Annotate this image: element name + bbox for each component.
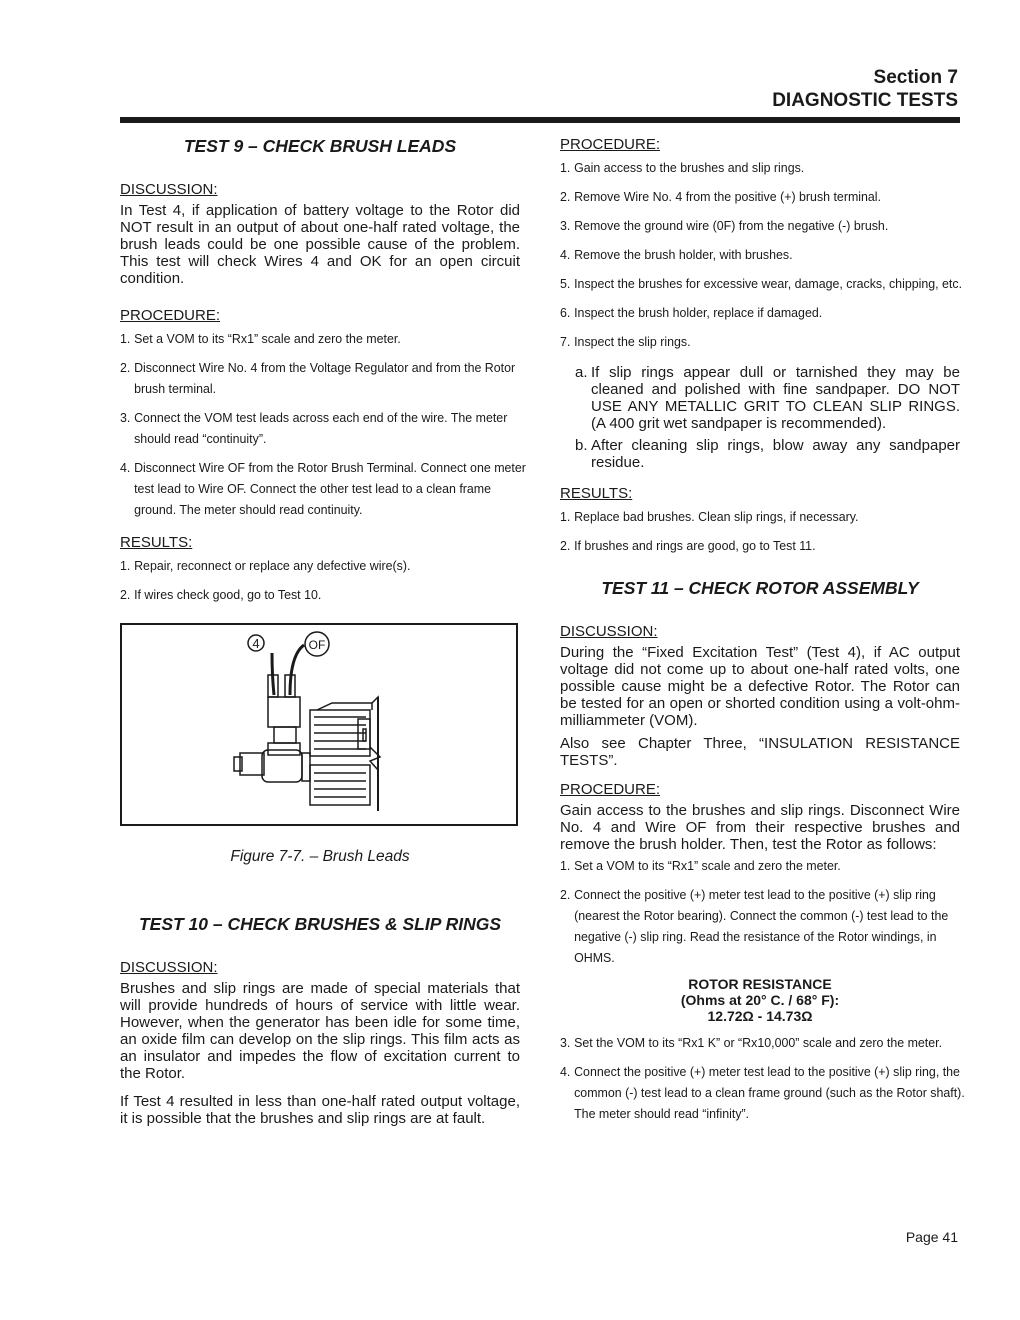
test11-procedure-label: PROCEDURE: bbox=[560, 781, 661, 798]
test11-title: TEST 11 – CHECK ROTOR ASSEMBLY bbox=[601, 578, 919, 598]
list-item: 3. Set the VOM to its “Rx1 K” or “Rx10,000” scale and zero the meter. bbox=[560, 1035, 943, 1050]
test9-title: TEST 9 – CHECK BRUSH LEADS bbox=[183, 136, 457, 156]
list-item: 5. Inspect the brushes for excessive wear, damage, cracks, chipping, etc. bbox=[560, 276, 963, 291]
list-item: 4. Disconnect Wire OF from the Rotor Brush Terminal. Connect one meter test lead to Wire OF. Connect the other test lead to a clean frame ground. The meter should read continuity. bbox=[120, 460, 526, 517]
rotor-resistance-title: ROTOR RESISTANCE bbox=[688, 976, 832, 992]
test10-procedure-label: PROCEDURE: bbox=[560, 136, 661, 153]
test10-results-label: RESULTS: bbox=[560, 485, 633, 502]
test11-procedure-list-b bbox=[560, 1032, 965, 1124]
list-item: 2. Disconnect Wire No. 4 from the Voltage Regulator and from the Rotor brush terminal. bbox=[120, 360, 516, 396]
test9-procedure-list bbox=[120, 328, 526, 520]
list-item: 1. Repair, reconnect or replace any defective wire(s). bbox=[120, 558, 411, 573]
rotor-resistance-range: 12.72Ω - 14.73Ω bbox=[707, 1008, 813, 1024]
wire-of-label: OF bbox=[308, 638, 326, 652]
list-item: 1. Gain access to the brushes and slip rings. bbox=[560, 160, 805, 175]
left-column bbox=[120, 136, 526, 1138]
test10-results-list bbox=[560, 506, 960, 556]
list-item: 3. Remove the ground wire (0F) from the negative (-) brush. bbox=[560, 218, 889, 233]
figure-caption: Figure 7-7. – Brush Leads bbox=[230, 848, 410, 865]
test10-procedure-list bbox=[560, 157, 963, 352]
list-item: 4. Remove the brush holder, with brushes. bbox=[560, 247, 793, 262]
right-column bbox=[560, 136, 965, 1138]
list-item: 7. Inspect the slip rings. bbox=[560, 334, 691, 349]
list-item: 1. Replace bad brushes. Clean slip rings, if necessary. bbox=[560, 509, 859, 524]
section-number: Section 7 bbox=[873, 67, 958, 88]
test9-procedure-label: PROCEDURE: bbox=[120, 307, 221, 324]
list-item: 2. Connect the positive (+) meter test lead to the positive (+) slip ring (nearest the Rotor bearing). Connect the common (-) test lead to the negative (-) slip ring. Read the resistance of the Rotor windings, in OHMS. bbox=[560, 887, 949, 965]
list-item: 1. Set a VOM to its “Rx1” scale and zero the meter. bbox=[560, 858, 841, 873]
list-item: 1. Set a VOM to its “Rx1” scale and zero the meter. bbox=[120, 331, 401, 346]
section-title: DIAGNOSTIC TESTS bbox=[772, 90, 958, 111]
list-item: b. After cleaning slip rings, blow away any sandpaper residue. bbox=[575, 437, 960, 471]
list-item: 6. Inspect the brush holder, replace if damaged. bbox=[560, 305, 823, 320]
list-item: 4. Connect the positive (+) meter test lead to the positive (+) slip ring, the common (-) test lead to a clean frame ground (such as the Rotor shaft). The meter should read “infinity”. bbox=[560, 1064, 965, 1121]
test11-discussion-2: Also see Chapter Three, “INSULATION RESISTANCE TESTS”. bbox=[560, 735, 960, 769]
test9-results-label: RESULTS: bbox=[120, 534, 193, 551]
brush-leads-diagram bbox=[122, 625, 516, 824]
test10-sub-list bbox=[575, 364, 960, 471]
wire-4-label: 4 bbox=[252, 636, 260, 651]
test10-discussion-1: Brushes and slip rings are made of special materials that will provide hundreds of hours of service with little wear. However, when the generator has been idle for some time, an oxide film can develop on the slip rings. This film acts as an insulator and impedes the flow of excitation current to the Rotor. bbox=[120, 980, 520, 1082]
list-item: 2. If wires check good, go to Test 10. bbox=[120, 587, 322, 602]
list-item: 2. Remove Wire No. 4 from the positive (+) brush terminal. bbox=[560, 189, 882, 204]
test9-results-list bbox=[120, 555, 520, 605]
test10-discussion-label: DISCUSSION: bbox=[120, 959, 218, 976]
list-item: 2. If brushes and rings are good, go to Test 11. bbox=[560, 538, 816, 553]
test10-discussion-2: If Test 4 resulted in less than one-half rated output voltage, it is possible that the brushes and slip rings are at fault. bbox=[120, 1093, 520, 1127]
list-item: 3. Connect the VOM test leads across each end of the wire. The meter should read “continuity”. bbox=[120, 410, 508, 446]
header-rule bbox=[120, 117, 960, 123]
test9-discussion: In Test 4, if application of battery voltage to the Rotor did NOT result in an output of about one-half rated voltage, the brush leads could be one possible cause of the problem. This test will check Wires 4 and OK for an open circuit condition. bbox=[120, 202, 520, 287]
rotor-resistance-conditions: (Ohms at 20° C. / 68° F): bbox=[680, 992, 840, 1008]
list-item: a. If slip rings appear dull or tarnished they may be cleaned and polished with fine sandpaper. DO NOT USE ANY METALLIC GRIT TO CLEAN SLIP RINGS. (A 400 grit wet sandpaper is recommended). bbox=[575, 364, 960, 432]
page-header bbox=[772, 66, 958, 112]
test11-discussion-label: DISCUSSION: bbox=[560, 623, 658, 640]
test11-procedure-list-a bbox=[560, 855, 960, 968]
rotor-resistance-spec bbox=[560, 976, 960, 1024]
page-number: Page 41 bbox=[905, 1229, 958, 1245]
test11-procedure-intro: Gain access to the brushes and slip rings. Disconnect Wire No. 4 and Wire OF from their respective brushes and remove the brush holder. Then, test the Rotor as follows: bbox=[560, 802, 960, 853]
test11-discussion-1: During the “Fixed Excitation Test” (Test 4), if AC output voltage did not come up to about one-half rated volts, one possible cause might be a defective Rotor. The Rotor can be tested for an open or shorted condition using a volt-ohm-milliammeter (VOM). bbox=[560, 644, 960, 729]
brush-leads-figure bbox=[120, 623, 518, 826]
test10-title: TEST 10 – CHECK BRUSHES & SLIP RINGS bbox=[138, 914, 502, 934]
test9-discussion-label: DISCUSSION: bbox=[120, 181, 218, 198]
